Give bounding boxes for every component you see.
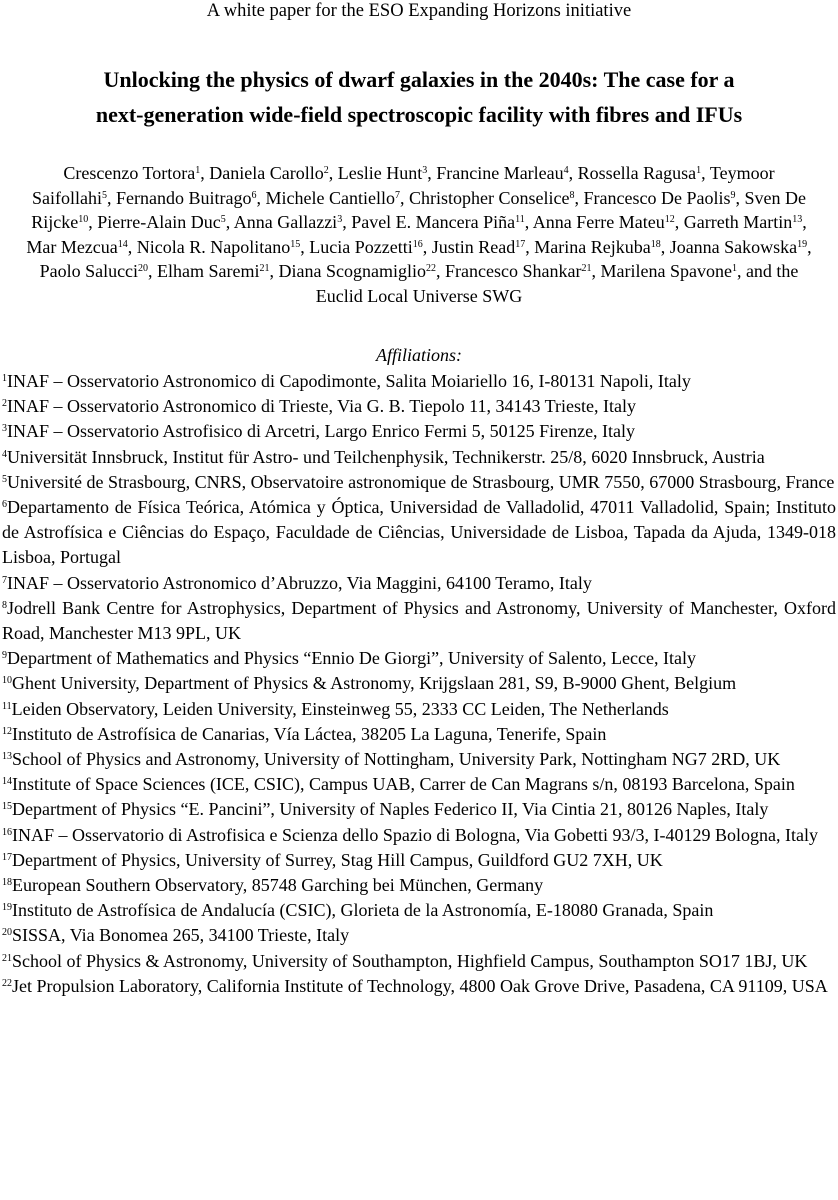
affiliation-number: 20 [2, 927, 12, 939]
author-affiliation-marker: 16 [412, 238, 423, 250]
author-affiliation-marker: 7 [395, 189, 400, 201]
author-affiliation-marker: 19 [797, 238, 808, 250]
author [116, 188, 256, 208]
affiliation-item [2, 823, 836, 848]
document-header: A white paper for the ESO Expanding Horizons initiative [206, 1, 632, 21]
affiliation-number: 5 [2, 473, 7, 485]
affiliation-text: Université de Strasbourg, CNRS, Observatoire astronomique de Strasbourg, UMR 7550, 67000 Strasbourg, France [7, 471, 835, 492]
affiliation-number: 19 [2, 902, 12, 914]
affiliation-text: European Southern Observatory, 85748 Garching bei München, Germany [12, 875, 544, 896]
author-affiliation-marker: 5 [102, 189, 108, 201]
affiliation-number: 2 [2, 398, 7, 410]
affiliation-number: 11 [2, 700, 12, 712]
affiliation-number: 6 [2, 499, 7, 511]
affiliation-text: INAF – Osservatorio di Astrofisica e Scienza dello Spazio di Bologna, Via Gobetti 93/3, I-40129 Bologna, Italy [12, 824, 818, 845]
affiliation-text: INAF – Osservatorio Astronomico di Capodimonte, Salita Moiariello 16, I-80131 Napoli, Italy [7, 371, 691, 391]
author-affiliation-marker: 22 [426, 263, 437, 274]
author [40, 261, 148, 281]
author [309, 237, 422, 257]
affiliation-item [2, 898, 836, 923]
affiliation-item [2, 974, 836, 999]
author [534, 237, 660, 257]
affiliation-item [2, 369, 836, 394]
author-affiliation-marker: 1 [731, 263, 737, 274]
author [338, 163, 427, 183]
author-name: Francesco Shankar [445, 261, 582, 281]
author-name: Michele Cantiello [265, 187, 395, 208]
affiliation-item [2, 697, 836, 722]
affiliation-item [2, 671, 836, 696]
affiliation-number: 12 [2, 725, 12, 737]
affiliation-item [2, 848, 836, 873]
author-list-tail: , and the Euclid Local Universe SWG [315, 261, 799, 306]
affiliation-text: School of Physics & Astronomy, University of Southampton, Highfield Campus, Southampton SO17 1BJ, UK [12, 950, 808, 971]
author [409, 188, 574, 208]
affiliation-item [2, 772, 836, 797]
affiliation-text: Institute of Space Sciences (ICE, CSIC), Campus UAB, Carrer de Can Magrans s/n, 08193 Barcelona, Spain [12, 774, 795, 795]
author-name: Garreth Martin [683, 212, 793, 232]
author-affiliation-marker: 15 [290, 238, 301, 250]
author [684, 212, 802, 232]
affiliation-number: 8 [2, 599, 7, 611]
author-affiliation-marker: 1 [195, 165, 201, 176]
author-name: Elham Saremi [157, 261, 260, 281]
author-affiliation-marker: 21 [581, 263, 592, 274]
affiliation-item [2, 949, 836, 974]
author-name: Christopher Conselice [409, 187, 570, 208]
paper-title [0, 62, 838, 132]
author-name: Paolo Salucci [39, 261, 139, 281]
author [234, 212, 342, 232]
author-name: Anna Ferre Mateu [532, 212, 665, 232]
author-affiliation-marker: 14 [117, 238, 128, 250]
author [533, 212, 675, 232]
affiliation-number: 21 [2, 952, 12, 964]
author-affiliation-marker: 3 [337, 214, 343, 225]
author-affiliation-marker: 3 [422, 165, 428, 176]
affiliation-item [2, 445, 836, 470]
affiliation-text: Departamento de Física Teórica, Atómica y Óptica, Universidad de Valladolid, 47011 Valladolid, Spain; Instituto de Astrofísica e Ciências do Espaço, Faculdade de Ciências, Universidade de Lisboa, Tapada da Ajuda, 1349-018 Lisboa, Portugal [2, 497, 836, 568]
affiliation-item [2, 495, 836, 571]
author-affiliation-marker: 5 [220, 214, 226, 225]
affiliation-text: INAF – Osservatorio Astronomico d’Abruzzo, Via Maggini, 64100 Teramo, Italy [7, 572, 592, 593]
affiliation-item [2, 646, 836, 671]
author [26, 237, 127, 257]
affiliation-item [2, 419, 836, 444]
author-affiliation-marker: 6 [251, 189, 257, 201]
author-name: Teymoor Saifollahi [32, 163, 775, 208]
paper-title-line-2: next-generation wide-field spectroscopic facility with fibres and IFUs [95, 102, 743, 127]
affiliation-text: Jodrell Bank Centre for Astrophysics, Department of Physics and Astronomy, University of Manchester, Oxford Road, Manchester M13 9PL, UK [2, 597, 836, 644]
author-name: Sven De Rijcke [31, 187, 806, 232]
affiliation-number: 14 [2, 776, 12, 788]
author-affiliation-marker: 11 [515, 214, 525, 225]
author [266, 188, 400, 208]
author-affiliation-marker: 4 [563, 165, 569, 176]
author [445, 261, 591, 281]
author-name: Joanna Sakowska [669, 236, 798, 257]
affiliation-item [2, 470, 836, 495]
author [97, 212, 225, 232]
paper-title-line-1: Unlocking the physics of dwarf galaxies in the 2040s: The case for a [103, 67, 735, 92]
author [670, 237, 807, 257]
affiliations-heading: Affiliations: [375, 345, 462, 365]
author-name: Daniela Carollo [209, 163, 324, 183]
author-name: Mar Mezcua [26, 236, 118, 257]
affiliation-number: 22 [2, 977, 12, 989]
affiliation-item [2, 722, 836, 747]
affiliation-number: 9 [2, 650, 7, 662]
affiliation-text: Instituto de Astrofísica de Canarias, Vía Láctea, 38205 La Laguna, Tenerife, Spain [12, 723, 607, 744]
author [578, 163, 702, 183]
affiliation-text: SISSA, Via Bonomea 265, 34100 Trieste, Italy [12, 925, 350, 946]
affiliation-text: Department of Physics, University of Surrey, Stag Hill Campus, Guildford GU2 7XH, UK [12, 849, 663, 870]
author-name: Diana Scognamiglio [278, 261, 427, 281]
author-affiliation-marker: 2 [323, 165, 329, 176]
author-affiliation-marker: 20 [138, 263, 149, 274]
author [436, 163, 568, 183]
author [600, 261, 736, 281]
author-name: Rossella Ragusa [577, 163, 697, 183]
affiliation-text: Instituto de Astrofísica de Andalucía (CSIC), Glorieta de la Astronomía, E-18080 Granada, Spain [12, 900, 714, 921]
affiliation-text: INAF – Osservatorio Astrofisico di Arcetri, Largo Enrico Fermi 5, 50125 Firenze, Italy [7, 421, 636, 442]
affiliation-number: 15 [2, 801, 12, 813]
author-name: Crescenzo Tortora [63, 163, 196, 183]
author-affiliation-marker: 10 [78, 214, 89, 225]
affiliation-number: 3 [2, 423, 7, 435]
affiliation-text: Jet Propulsion Laboratory, California Institute of Technology, 4800 Oak Grove Drive, Pasadena, CA 91109, USA [12, 975, 828, 996]
author [209, 163, 328, 183]
affiliation-text: School of Physics and Astronomy, University of Nottingham, University Park, Nottingham NG7 2RD, UK [12, 749, 781, 770]
author-affiliation-marker: 8 [569, 189, 575, 201]
author-name: Nicola R. Napolitano [136, 236, 291, 257]
affiliation-number: 10 [2, 675, 12, 687]
author-list [22, 161, 816, 308]
author-name: Lucia Pozzetti [309, 236, 413, 257]
author-name: Leslie Hunt [337, 163, 423, 183]
author-name: Francine Marleau [436, 163, 564, 183]
author-affiliation-marker: 17 [515, 238, 526, 250]
author [583, 188, 735, 208]
author-name: Marilena Spavone [600, 261, 732, 281]
affiliation-item [2, 873, 836, 898]
affiliation-item [2, 571, 836, 596]
affiliation-item [2, 596, 836, 646]
affiliation-item [2, 394, 836, 419]
affiliation-number: 13 [2, 751, 12, 763]
author-name: Anna Gallazzi [233, 212, 338, 232]
author-affiliation-marker: 12 [664, 214, 675, 225]
author-affiliation-marker: 18 [650, 238, 661, 250]
affiliation-number: 18 [2, 877, 12, 889]
affiliation-text: Department of Mathematics and Physics “Ennio De Giorgi”, University of Salento, Lecce, Italy [7, 648, 696, 669]
author [432, 237, 526, 257]
author-name: Francesco De Paolis [583, 187, 731, 208]
author-name: Justin Read [431, 236, 516, 257]
author-name: Pierre-Alain Duc [97, 212, 221, 232]
author [63, 163, 200, 183]
author-items: Crescenzo Tortora$^1$, Daniela Carollo$^2$, Leslie Hunt$^3$, Francine Marleau$^4$, Rossella Ragusa$^1$, Teymoor Saifollahi$^5$, Fernando Buitrago$^6$, Michele Cantiello$^7$, Christopher Conselice$^8$, Francesco De Paolis$^9$, Sven De Rijcke$^{10}$, Pierre-Alain Duc$^5$, Anna Gallazzi$^3$, Pavel E. Mancera Piña$^{11}$, Anna Ferre Mateu$^{12}$, Garreth Martin$^{13}$, Mar Mezcua$^{14}$, Nicola R. Napolitano$^{15}$, Lucia Pozzetti$^{16}$, Justin Read$^{17}$, Marina Rejkuba$^{18}$, Joanna Sakowska$^{19}$, Paolo Salucci$^{20}$, Elham Saremi$^{21}$, Diana Scognamiglio$^{22}$, Francesco Shankar$^{21}$, Marilena Spavone$^1$ [26, 163, 812, 281]
affiliation-number: 7 [2, 574, 7, 586]
author-name: Marina Rejkuba [534, 236, 651, 257]
affiliation-number: 17 [2, 851, 12, 863]
author-affiliation-marker: 21 [259, 263, 270, 274]
author [137, 237, 300, 257]
author [351, 212, 525, 232]
affiliation-number: 1 [2, 373, 7, 384]
affiliation-number: 16 [2, 826, 12, 838]
affiliation-item [2, 797, 836, 822]
affiliation-text: Ghent University, Department of Physics & Astronomy, Krijgslaan 281, S9, B-9000 Ghent, Belgium [12, 673, 737, 694]
author-name: Fernando Buitrago [116, 187, 252, 208]
affiliation-text: Department of Physics “E. Pancini”, University of Naples Federico II, Via Cintia 21, 80126 Naples, Italy [12, 799, 769, 820]
affiliation-text: Universität Innsbruck, Institut für Astro- und Teilchenphysik, Technikerstr. 25/8, 6020 Innsbruck, Austria [7, 446, 765, 467]
affiliation-item [2, 923, 836, 948]
author-affiliation-marker: 13 [792, 214, 803, 225]
affiliations-list [2, 369, 836, 999]
affiliation-item [2, 747, 836, 772]
author-affiliation-marker: 1 [696, 165, 702, 176]
affiliation-text: INAF – Osservatorio Astronomico di Trieste, Via G. B. Tiepolo 11, 34143 Trieste, Italy [7, 396, 636, 417]
author [157, 261, 269, 281]
affiliation-number: 4 [2, 448, 7, 460]
author [279, 261, 436, 281]
author-name: Pavel E. Mancera Piña [351, 212, 516, 232]
affiliation-text: Leiden Observatory, Leiden University, Einsteinweg 55, 2333 CC Leiden, The Netherlands [11, 698, 669, 719]
author-affiliation-marker: 9 [730, 189, 736, 201]
